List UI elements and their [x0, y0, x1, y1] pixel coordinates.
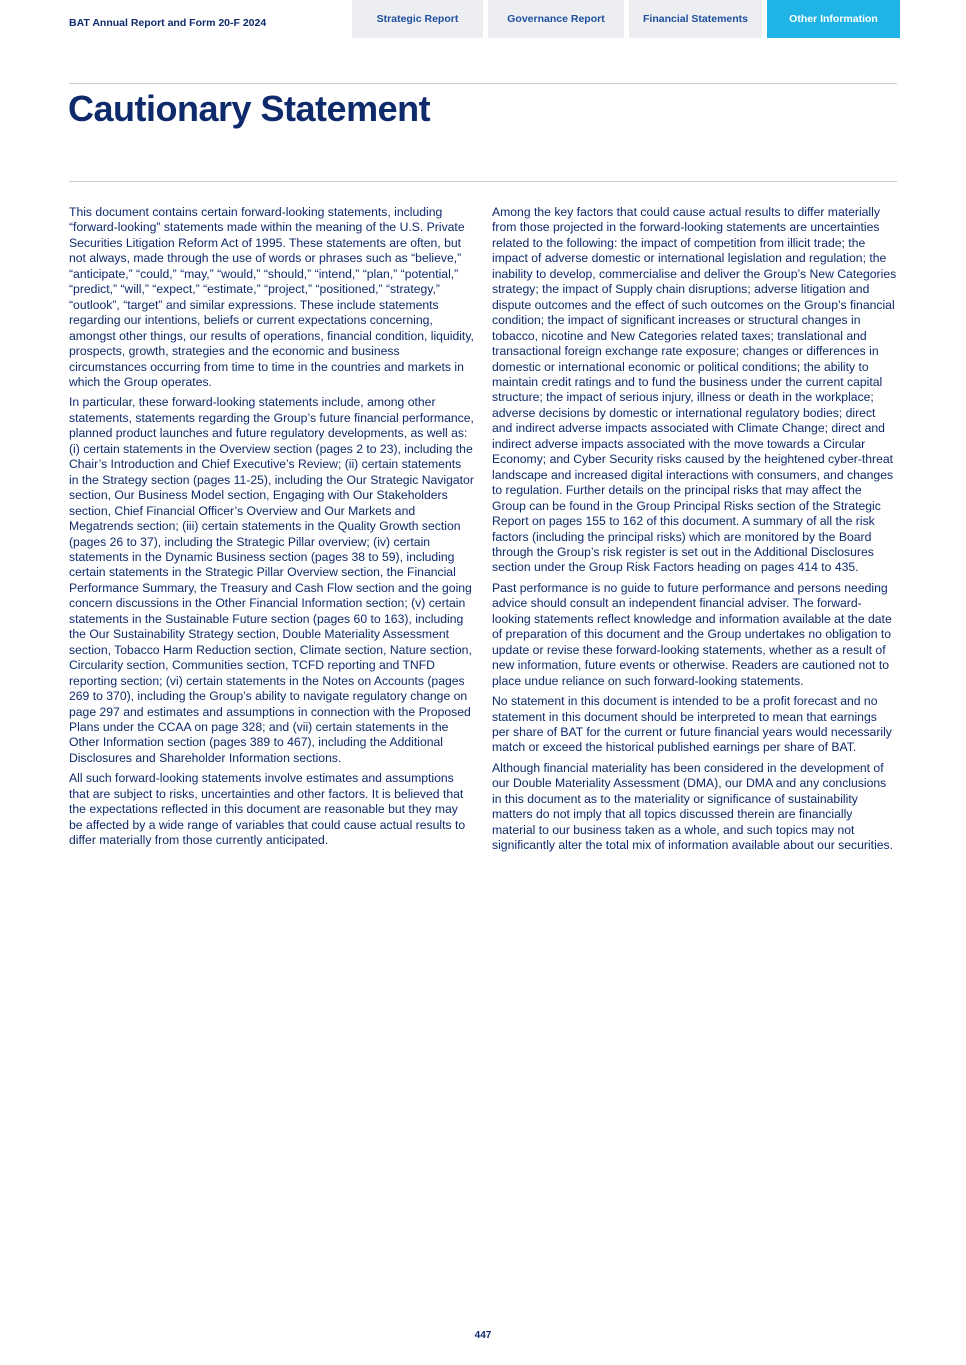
- section-tabs: [352, 0, 900, 38]
- tab-other-information[interactable]: Other Information: [767, 0, 900, 38]
- title-top-divider: [69, 83, 897, 84]
- right-column: [492, 205, 897, 859]
- report-title: BAT Annual Report and Form 20-F 2024: [69, 17, 267, 29]
- page-number: 447: [474, 1330, 492, 1341]
- left-column: [69, 205, 474, 854]
- page-title: Cautionary Statement: [68, 88, 431, 129]
- paragraph: Past performance is no guide to future performance and persons needing advice should consult an independent financial adviser. The forward-looking statements reflect knowledge and information available at the date of preparation of this document and the Group undertakes no obligation to update or revise these forward-looking statements, whether as a result of new information, future events or otherwise. Readers are cautioned not to place undue reliance on such forward-looking statements.: [492, 580, 892, 688]
- tab-strategic-report[interactable]: Strategic Report: [352, 0, 483, 38]
- paragraph: Although financial materiality has been considered in the development of our Double Materiality Assessment (DMA), our DMA and any conclusions in this document as to the materiality or significance of sustainability matters do not imply that all topics discussed therein are financially material to our business taken as a whole, and such topics may not significantly alter the total mix of information available about our securities.: [492, 760, 894, 853]
- paragraph: All such forward-looking statements involve estimates and assumptions that are subject to risks, uncertainties and other factors. It is believed that the expectations reflected in this document are reasonable but they may be affected by a wide range of variables that could cause actual results to differ materially from those currently anticipated.: [69, 771, 466, 848]
- top-navigation-bar: [0, 0, 966, 38]
- tab-financial-statements[interactable]: Financial Statements: [629, 0, 762, 38]
- paragraph: In particular, these forward-looking statements include, among other statements, statements regarding the Group’s future financial performance, planned product launches and future regulatory developments, as well as: (i) certain statements in the Overview section (pages 2 to 23), including the Chair’s Introduction and Chief Executive’s Review; (ii) certain statements in the Strategy section (pages 11-25), including the Our Strategic Navigator section, Our Business Model section, Engaging with Our Stakeholders section, Chief Financial Officer’s Overview and Our Markets and Megatrends section; (iii) certain statements in the Quality Growth section (pages 26 to 37), including the Strategic Pillar overview; (iv) certain statements in the Dynamic Business section (pages 38 to 59), including certain statements in the Strategic Pillar Overview section, the Financial Performance Summary, the Treasury and Cash Flow section and the going concern discussions in the Other Financial Information section; (v) certain statements in the Sustainable Future section (pages 60 to 163), including the Our Sustainability Strategy section, Double Materiality Assessment section, Tobacco Harm Reduction section, Climate section, Nature section, Circularity section, Communities section, TCFD reporting and TNFD reporting section; (vi) certain statements in the Notes on Accounts (pages 269 to 370), including the Group’s ability to navigate regulatory change on page 297 and estimates and assumptions in connection with the Proposed Plans under the CCAA on page 328; and (vii) certain statements in the Other Information section (pages 389 to 467), including the Additional Disclosures and Shareholder Information sections.: [69, 395, 474, 765]
- paragraph: Among the key factors that could cause actual results to differ materially from those projected in the forward-looking statements are uncertainties related to the following: the impact of competition from illicit trade; the impact of adverse domestic or international legislation and regulation; the inability to develop, commercialise and deliver the Group’s New Categories strategy; the impact of Supply chain disruptions; adverse litigation and dispute outcomes and the effect of such outcomes on the Group’s financial condition; the impact of significant increases or structural changes in tobacco, nicotine and New Categories related taxes; translational and transactional foreign exchange rate exposure; changes or differences in domestic or international economic or political conditions; the ability to maintain credit ratings and to fund the business under the current capital structure; the impact of serious injury, illness or death in the workplace; adverse decisions by domestic or international regulatory bodies; direct and indirect adverse impacts associated with Climate Change; direct and indirect adverse impacts associated with the move towards a Circular Economy; and Cyber Security risks caused by the heightened cyber-threat landscape and increased digital interactions with consumers, and changes to regulation. Further details on the principal risks that may affect the Group can be found in the Group Principal Risks section of the Strategic Report on pages 155 to 162 of this document. A summary of all the risk factors (including the principal risks) which are monitored by the Board through the Group’s risk register is set out in the Additional Disclosures section under the Group Risk Factors heading on pages 414 to 435.: [492, 205, 897, 575]
- paragraph: This document contains certain forward-looking statements, including “forward-looking” statements made within the meaning of the U.S. Private Securities Litigation Reform Act of 1995. These statements are often, but not always, made through the use of words or phrases such as “believe,” “anticipate,” “could,” “may,” “would,” “should,” “intend,” “plan,” “potential,” “predict,” “will,” “expect,” “estimate,” “project,” “positioned,” “strategy,” “outlook”, “target” and similar expressions. These include statements regarding our intentions, beliefs or current expectations concerning, amongst other things, our results of operations, financial condition, liquidity, prospects, growth, strategies and the economic and business circumstances occurring from time to time in the countries and markets in which the Group operates.: [69, 205, 474, 389]
- tab-governance-report[interactable]: Governance Report: [488, 0, 624, 38]
- paragraph: No statement in this document is intended to be a profit forecast and no statement in this document should be interpreted to mean that earnings per share of BAT for the current or future financial years would necessarily match or exceed the historical published earnings per share of BAT.: [492, 694, 892, 755]
- title-bottom-divider: [69, 181, 897, 182]
